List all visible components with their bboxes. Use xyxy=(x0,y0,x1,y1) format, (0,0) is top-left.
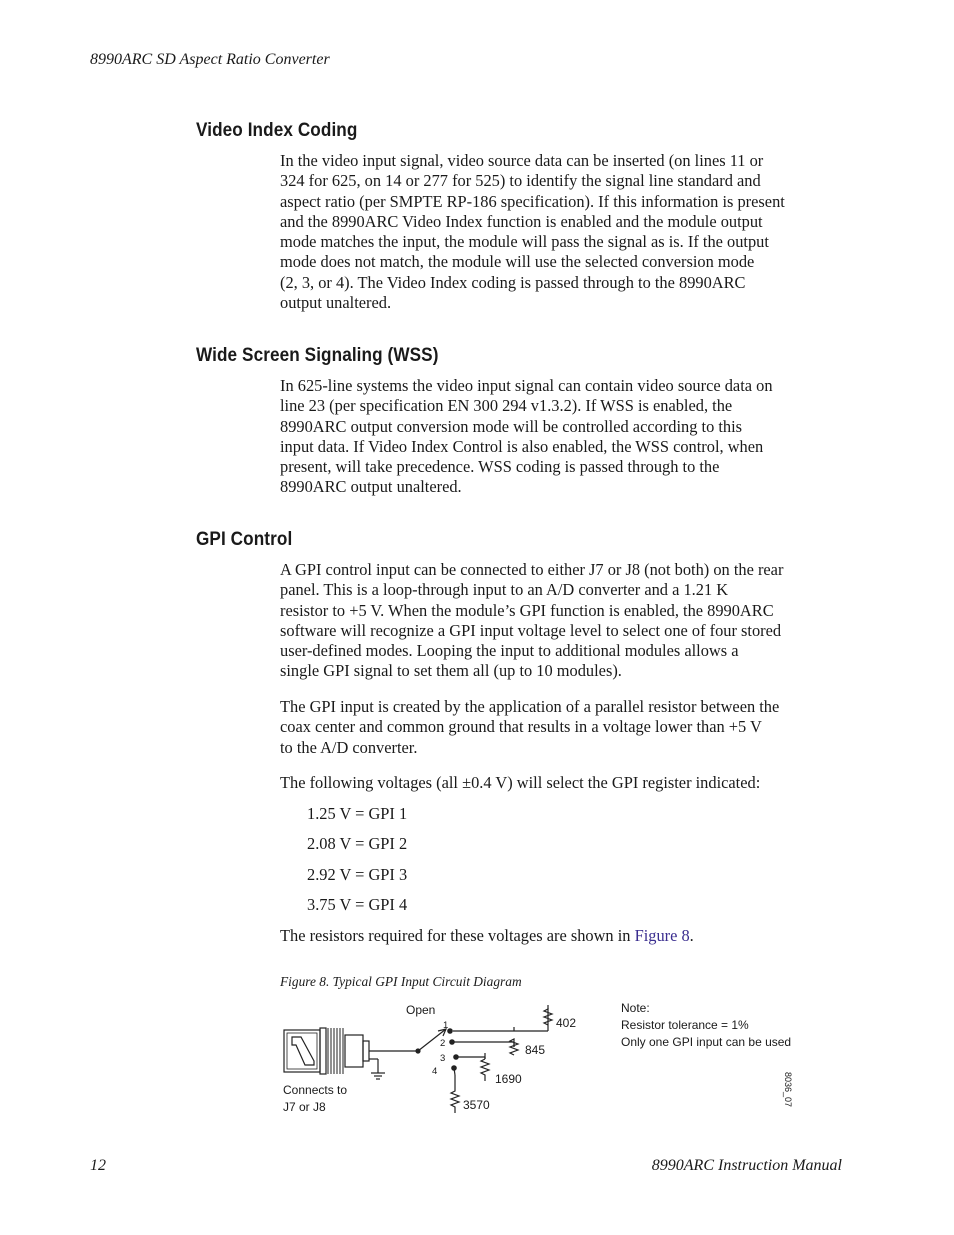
position-label: 1 xyxy=(443,1020,449,1031)
text-line: The GPI input is created by the application of a parallel resistor between the xyxy=(280,697,780,716)
section-heading-gpi: GPI Control xyxy=(196,528,293,550)
text-line: output unaltered. xyxy=(280,293,392,313)
text-line: present, will take precedence. WSS coding is passed through to the xyxy=(280,457,720,477)
connector-label: Connects to xyxy=(283,1083,348,1097)
resistor-3570-icon xyxy=(451,1075,459,1113)
text-line: to the A/D converter. xyxy=(280,737,418,757)
text-line: mode matches the input, the module will pass the signal as is. If the output xyxy=(280,232,769,252)
resistor-402-icon xyxy=(544,1009,552,1025)
text-line: (2, 3, or 4). The Video Index coding is passed through to the 8990ARC xyxy=(280,272,746,292)
text-line: panel. This is a loop-through input to an A/D converter and a 1.21 K xyxy=(280,580,729,600)
text-line: mode does not match, the module will use the selected conversion mode xyxy=(280,252,755,272)
resistor-value-label: 1690 xyxy=(495,1072,522,1086)
text-line: software will recognize a GPI input voltage level to select one of four stored xyxy=(280,620,782,640)
text-line: aspect ratio (per SMPTE RP-186 specification). If this information is present xyxy=(280,191,785,211)
resistor-value-label: 402 xyxy=(556,1016,577,1030)
note-line: Only one GPI input can be used xyxy=(621,1035,792,1049)
note-line: Note: xyxy=(621,1001,650,1015)
gpi-paragraph-2 xyxy=(280,697,842,758)
note-line: Resistor tolerance = 1% xyxy=(621,1018,749,1032)
voltage-item: 2.08 V = GPI 2 xyxy=(307,834,408,853)
text-line: line 23 (per specification EN 300 294 v1.3.2). If WSS is enabled, the xyxy=(280,396,733,416)
text-line: 324 for 625, on 14 or 277 for 525) to identify the signal line standard and xyxy=(280,171,761,191)
text-line: 8990ARC output unaltered. xyxy=(280,477,462,497)
position-label: 3 xyxy=(440,1053,446,1064)
section-heading-wss: Wide Screen Signaling (WSS) xyxy=(196,344,439,366)
text-line: In 625-line systems the video input signal can contain video source data on xyxy=(280,376,773,395)
resistor-1690-icon xyxy=(481,1059,489,1081)
page-number: 12 xyxy=(90,1157,106,1174)
gpi-circuit-diagram xyxy=(270,995,830,1120)
text-line: coax center and common ground that results in a voltage lower than +5 V xyxy=(280,717,762,737)
voltage-item: 2.92 V = GPI 3 xyxy=(307,865,408,884)
text-line: A GPI control input can be connected to either J7 or J8 (not both) on the rear xyxy=(280,560,784,579)
figure-caption: Figure 8. Typical GPI Input Circuit Diagram xyxy=(280,974,522,989)
position-label: 4 xyxy=(432,1066,438,1077)
gpi-paragraph-3: The following voltages (all ±0.4 V) will select the GPI register indicated: xyxy=(280,773,761,792)
position-label: 2 xyxy=(440,1038,446,1049)
resistor-value-label: 845 xyxy=(525,1043,546,1057)
text-line: single GPI signal to set them all (up to 10 modules). xyxy=(280,661,622,681)
manual-title: 8990ARC Instruction Manual xyxy=(651,1157,842,1174)
running-header: 8990ARC SD Aspect Ratio Converter xyxy=(90,51,330,68)
gpi-paragraph-4 xyxy=(280,926,842,946)
bnc-connector-icon xyxy=(284,1030,320,1072)
text-line: resistor to +5 V. When the module’s GPI function is enabled, the 8990ARC xyxy=(280,600,774,620)
switch-open-label: Open xyxy=(406,1003,436,1017)
text-line: In the video input signal, video source data can be inserted (on lines 11 or xyxy=(280,151,764,170)
figure-8-link[interactable]: Figure 8 xyxy=(634,926,690,945)
text-line: 8990ARC output conversion mode will be controlled according to this xyxy=(280,416,743,436)
voltage-item: 1.25 V = GPI 1 xyxy=(307,804,408,823)
text-line: input data. If Video Index Control is also enabled, the WSS control, when xyxy=(280,436,764,456)
para-text: . xyxy=(689,926,694,945)
text-line: and the 8990ARC Video Index function is enabled and the module output xyxy=(280,211,763,231)
video-index-paragraph xyxy=(280,151,842,313)
connector-label: J7 or J8 xyxy=(283,1100,326,1114)
voltage-item: 3.75 V = GPI 4 xyxy=(307,895,408,914)
wss-paragraph xyxy=(280,376,842,498)
resistor-845-icon xyxy=(510,1039,518,1055)
para-text: The resistors required for these voltages are shown in xyxy=(280,926,635,945)
resistor-value-label: 3570 xyxy=(463,1098,490,1112)
text-line: user-defined modes. Looping the input to additional modules allows a xyxy=(280,641,739,661)
section-heading-video-index: Video Index Coding xyxy=(196,119,358,141)
gpi-paragraph-1 xyxy=(280,560,842,682)
figure-id: 8036_07 xyxy=(783,1072,793,1108)
